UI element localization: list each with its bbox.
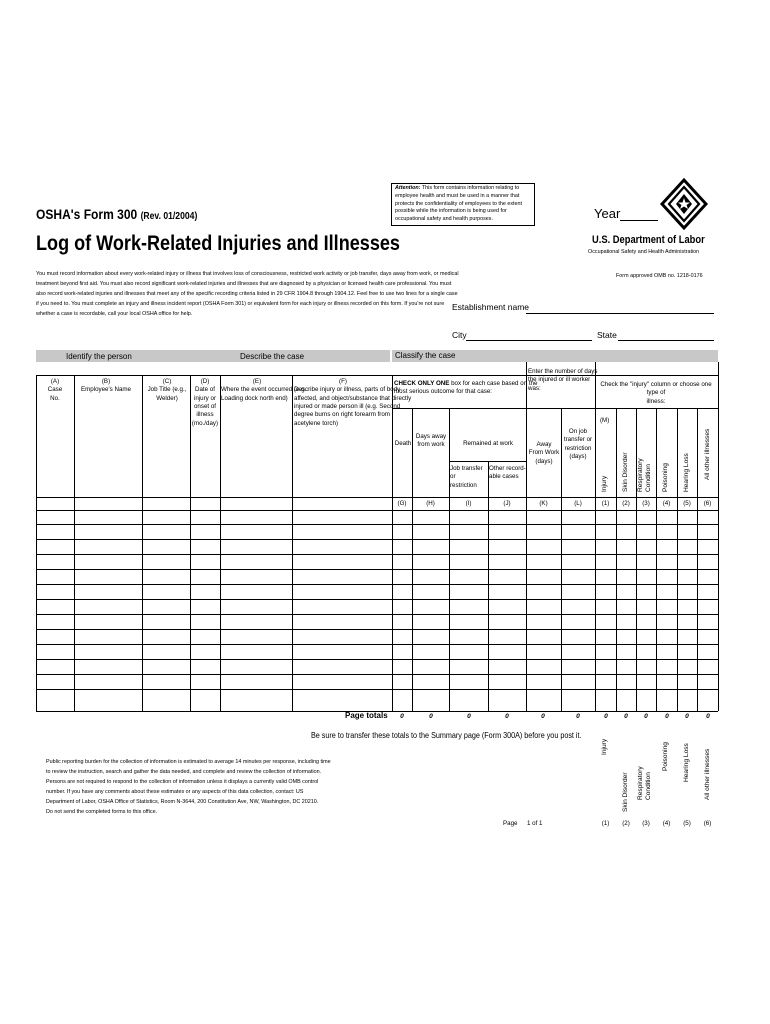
agency-name: Occupational Safety and Health Administration bbox=[588, 249, 700, 255]
total-1: 0 bbox=[604, 713, 608, 720]
intro-text: You must record information about every work-related injury or illness that involves loss of consciousness, restricted work activity or job transfer, days away from work, or medical treatment beyond first aid. You must also record significant work-related injuries and illnesses that are diagnosed by a physician or licensed health care professional. You must also record work-related injuries and illnesses that meet any of the specific recording criteria listed in 29 CFR 1904.8 through 1904.12. Feel free to use two lines for a single case if you need to. You must complete an injury and illness incident report (OSHA Form 301) or equivalent form for each injury or illness recorded on this form. If you're not sure whether a case is recordable, call your local OSHA office for help. bbox=[36, 271, 459, 317]
remained-at-work-header: Remained at work bbox=[463, 440, 513, 447]
col-1-label: (1) bbox=[601, 500, 610, 507]
state-label: State bbox=[597, 330, 617, 340]
burden-statement: Public reporting burden for the collection of information is estimated to average 14 minutes per response, including time to review the instruction, search and gather the data needed, and complete and review the collection of information. Persons are not required to respond to the collection of information unless it displays a currently valid OMB control number. If you have any comments about these estimates or any aspects of this data collection, contact: US Department of Labor, OSHA Office of Statistics, Room N-3644, 200 Constitution Ave, NW, Washington, DC 20210. Do not send the completed forms to this office. bbox=[46, 759, 331, 815]
classify-case-heading: Classify the case bbox=[395, 351, 456, 360]
total-3: 0 bbox=[644, 713, 648, 720]
col-f-header: (F) Describe injury or illness, parts of body affected, and object/substance that directly injured or made person ill (e.g. Second degree burns on right forearm from acetylene torch) bbox=[294, 378, 412, 427]
identify-person-heading: Identify the person bbox=[66, 352, 132, 361]
transfer-note: Be sure to transfer these totals to the Summary page (Form 300A) before you post it. bbox=[311, 731, 582, 740]
poisoning-vertical-label-bottom: Poisoning bbox=[662, 742, 669, 771]
respiratory-vertical-label: Respiratory Condition bbox=[637, 458, 652, 492]
skin-disorder-vertical-label: Skin Disorder bbox=[622, 452, 629, 492]
page-number: 1 of 1 bbox=[527, 820, 543, 827]
on-job-days-header: On job transfer or restriction (days) bbox=[563, 428, 593, 461]
col-d-header: (D) Date of injury or onset of illness (mo./day) bbox=[191, 378, 219, 427]
skin-disorder-vertical-label-bottom: Skin Disorder bbox=[622, 772, 629, 812]
total-h: 0 bbox=[429, 713, 433, 720]
main-title: Log of Work-Related Injuries and Illnesses bbox=[36, 232, 400, 255]
dept-name: U.S. Department of Labor bbox=[592, 234, 705, 246]
total-l: 0 bbox=[576, 713, 580, 720]
page-totals-label: Page totals bbox=[345, 711, 388, 720]
total-j: 0 bbox=[505, 713, 509, 720]
total-k: 0 bbox=[541, 713, 545, 720]
col-l-label: (L) bbox=[574, 500, 582, 507]
city-field[interactable] bbox=[466, 340, 592, 341]
bottom-num-6: (6) bbox=[703, 820, 712, 827]
total-6: 0 bbox=[706, 713, 710, 720]
total-2: 0 bbox=[624, 713, 628, 720]
col-4-label: (4) bbox=[662, 500, 671, 507]
col-b-header: (B) Employee's Name bbox=[80, 378, 131, 394]
state-field[interactable] bbox=[618, 340, 714, 341]
all-other-vertical-label: All other illnesses bbox=[704, 428, 711, 480]
form-title: OSHA's Form 300 (Rev. 01/2004) bbox=[36, 206, 198, 222]
col-g-label: (G) bbox=[397, 500, 407, 507]
bottom-num-5: (5) bbox=[683, 820, 691, 827]
col-i-label: (I) bbox=[465, 500, 472, 507]
injury-vertical-label: Injury bbox=[601, 475, 608, 492]
poisoning-vertical-label: Poisoning bbox=[662, 463, 669, 492]
hearing-loss-vertical-label: Hearing Loss bbox=[683, 453, 690, 492]
days-away-header: Days away from work bbox=[415, 433, 447, 449]
col-5-label: (5) bbox=[683, 500, 691, 507]
year-field[interactable] bbox=[620, 220, 658, 221]
city-label: City bbox=[452, 330, 467, 340]
injury-instruction: Check the "injury" column or choose one type of illness: bbox=[600, 381, 712, 405]
col-3-label: (3) bbox=[642, 500, 650, 507]
describe-case-heading: Describe the case bbox=[240, 352, 305, 361]
away-days-header: Away From Work (days) bbox=[528, 441, 560, 465]
hearing-loss-vertical-label-bottom: Hearing Loss bbox=[683, 743, 690, 782]
death-header: Death bbox=[394, 440, 412, 447]
total-5: 0 bbox=[685, 713, 689, 720]
job-transfer-header: Job transfer or restriction bbox=[450, 465, 483, 489]
establishment-name-label: Establishment name bbox=[452, 302, 530, 312]
injury-vertical-label-bottom: Injury bbox=[601, 738, 608, 755]
col-a-header: (A) Case No. bbox=[47, 378, 63, 402]
total-4: 0 bbox=[665, 713, 669, 720]
bottom-num-1: (1) bbox=[601, 820, 610, 827]
m-column-label: (M) bbox=[600, 417, 610, 424]
all-other-vertical-label-bottom: All other illnesses bbox=[704, 748, 711, 800]
respiratory-vertical-label-bottom: Respiratory Condition bbox=[637, 766, 652, 800]
check-one-instruction: CHECK ONLY ONE box for each case based on the most serious outcome for that case: bbox=[394, 380, 538, 396]
days-instruction: Enter the number of days the injured or ill worker was: bbox=[528, 368, 598, 392]
col-h-label: (H) bbox=[426, 500, 435, 507]
total-i: 0 bbox=[467, 713, 471, 720]
omb-number: Form approved OMB no. 1218-0176 bbox=[616, 273, 703, 279]
col-6-label: (6) bbox=[703, 500, 712, 507]
page-label: Page bbox=[503, 820, 518, 827]
bottom-num-2: (2) bbox=[622, 820, 630, 827]
year-label: Year bbox=[594, 206, 621, 221]
col-c-header: (C) Job Title (e.g., Welder) bbox=[147, 378, 187, 402]
other-recordable-header: Other record- able cases bbox=[489, 465, 526, 481]
dol-logo-icon bbox=[660, 178, 708, 230]
col-2-label: (2) bbox=[622, 500, 630, 507]
col-e-header: (E) Where the event occurred (e.g. Loading dock north end) bbox=[221, 378, 307, 402]
bottom-num-4: (4) bbox=[662, 820, 671, 827]
establishment-name-field[interactable] bbox=[526, 313, 714, 314]
col-k-label: (K) bbox=[539, 500, 548, 507]
attention-box: Attention: This form contains information relating to employee health and must be used in a manner that protects the confidentiality of employees to the extent possible while the information is being used for occupational safety and health purposes. bbox=[391, 183, 535, 226]
total-g: 0 bbox=[400, 713, 404, 720]
bottom-num-3: (3) bbox=[642, 820, 650, 827]
col-j-label: (J) bbox=[503, 500, 511, 507]
